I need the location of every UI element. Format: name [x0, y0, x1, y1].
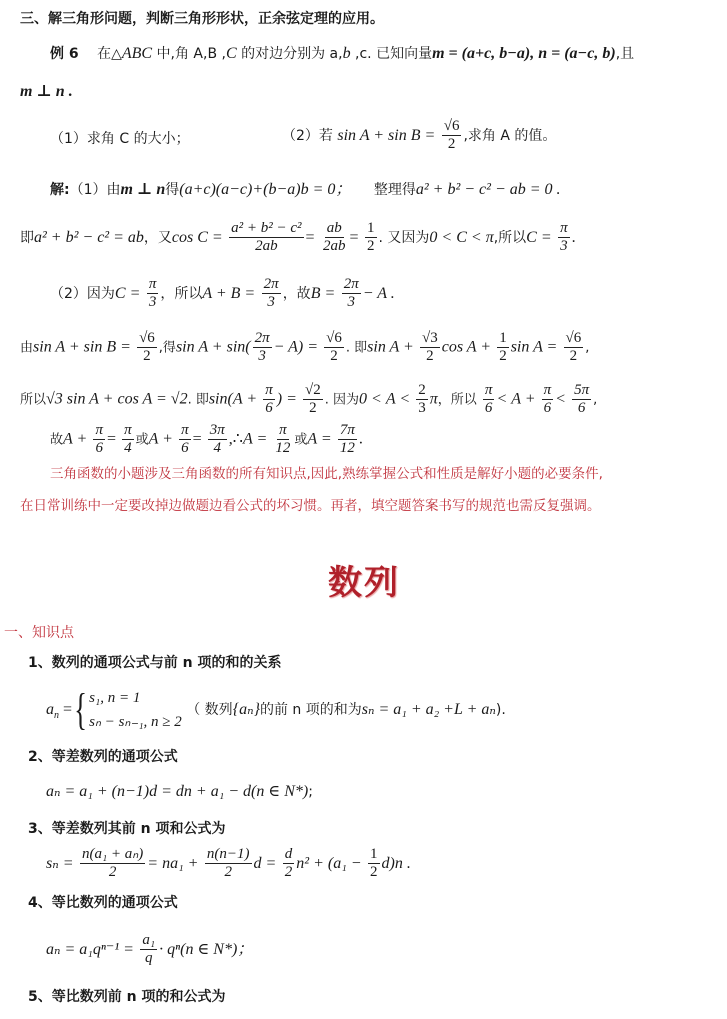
math: =: [106, 430, 116, 448]
knowledge-item-3: 3、等差数列其前 n 项和公式为: [28, 821, 226, 837]
math: sin A + sin B =: [33, 338, 131, 356]
math: ) =: [276, 390, 297, 408]
text: 或: [294, 432, 308, 448]
knowledge-item-5: 5、等比数列前 n 项的和公式为: [28, 989, 226, 1005]
fraction: $\frac{\text{a₁}}{q}$: [142, 932, 156, 967]
math: n² + (a₁ −: [296, 854, 362, 872]
text: 由: [20, 340, 34, 356]
fraction: $\frac{\pi}{12}$: [275, 422, 291, 457]
vector-definition: m = (a+c, b−a), n = (a−c, b): [432, 45, 616, 62]
text: 故: [50, 432, 64, 448]
text: . 即: [187, 392, 209, 408]
text: ).: [495, 702, 506, 718]
math: C: [225, 45, 237, 62]
math: sin A +: [367, 338, 414, 356]
solution-part-2: [50, 276, 395, 312]
math: a: [46, 701, 54, 718]
knowledge-item-1: 1、数列的通项公式与前 n 项的和的关系: [28, 655, 282, 671]
example-6-statement: [50, 46, 634, 62]
text: 得: [165, 182, 180, 198]
text: ,: [593, 392, 598, 408]
fraction: $\frac{\text{n(a₁ + aₙ)}}{2}$: [81, 846, 144, 881]
fraction: $\frac{√2}{2}$: [305, 382, 321, 417]
text: 即: [20, 229, 34, 246]
fraction: $\frac{\text{a² + b² − c²}}{2ab}$: [231, 220, 302, 255]
math: √3 sin A + cos A = √2: [46, 390, 188, 408]
fraction: $\frac{1}{2}$: [370, 846, 378, 881]
solution-line-7: [20, 382, 597, 418]
fraction: $\frac{\pi}{6}$: [95, 422, 103, 457]
knowledge-item-2: 2、等差数列的通项公式: [28, 749, 178, 765]
text: ,c. 已知向量: [350, 46, 433, 62]
math: sₙ =: [46, 854, 74, 872]
text: 的前 n 项的和为: [259, 702, 362, 718]
text: （1）由: [69, 182, 121, 198]
fraction: $\frac{1}{2}$: [499, 330, 507, 365]
formula-4: [46, 932, 253, 968]
section-heading: 三、解三角形问题，判断三角形形状，正余弦定理的应用。: [20, 11, 384, 27]
fraction: $\frac{2\pi}{3}$: [263, 276, 279, 311]
question-2: [282, 118, 556, 154]
part-heading: 一、知识点: [4, 625, 74, 641]
fraction: $\frac{√6}{2}$: [443, 118, 460, 153]
math: < A +: [496, 390, 536, 408]
fraction: $\frac{\pi}{3}$: [148, 276, 157, 311]
math: ABC: [121, 45, 153, 62]
fraction: $\frac{d}{2}$: [284, 846, 293, 881]
math: m ⊥ n: [120, 181, 166, 198]
solution-line-1: [50, 182, 561, 198]
math: A +: [148, 430, 173, 448]
fraction: $\frac{n(n-1)}{2}$: [206, 846, 250, 881]
math: <: [555, 390, 566, 408]
math: d)n .: [381, 854, 411, 872]
text: ，所以: [160, 285, 203, 302]
fraction: $\frac{√3}{2}$: [421, 330, 438, 365]
cases: s₁, n = 1 sₙ − sₙ₋₁, n ≥ 2: [89, 690, 182, 730]
math: B =: [310, 284, 336, 302]
fraction: $\frac{√6}{2}$: [139, 330, 155, 365]
math: cos A +: [441, 338, 492, 356]
math: · qⁿ(n ∈ N*)；: [159, 940, 254, 958]
math: aₙ = a₁qⁿ⁻¹ =: [46, 940, 134, 958]
formula-1: $a_n$ ={ s₁, n = 1 sₙ − sₙ₋₁, n ≥ 2 （ 数列{aₙ}的前 n 项的和为sₙ = a₁ + a₂ +L + aₙ).: [46, 685, 506, 734]
math: C =: [114, 284, 141, 302]
math: sin A + sin B =: [337, 126, 436, 144]
text: 在△: [97, 46, 122, 62]
left-brace: {: [74, 685, 87, 734]
math: b: [342, 45, 351, 62]
math: aₙ = a₁ + (n−1)d = dn + a₁ − d(n ∈ N*): [46, 783, 309, 800]
fraction: $\frac{2\pi}{3}$: [254, 330, 270, 365]
math: .: [358, 430, 363, 448]
solution-line-6: [20, 330, 589, 366]
math: sin(A +: [208, 390, 258, 408]
solution-line-2: 即a² + b² − c² = ab，又cos C = $\frac{\text{a² + b² − c²}}{2ab}$ = $\frac{ab}{2ab}$ = $\frac{1}{2}$ . 又因为0 < C < π,所以C = $\frac{\pi}{3}$ .: [20, 220, 576, 255]
fraction: $\frac{1}{2}$: [367, 220, 375, 255]
knowledge-item-4: 4、等比数列的通项公式: [28, 895, 178, 911]
text: （2）若: [282, 127, 333, 144]
note-line-2: 在日常训练中一定要改掉边做题边看公式的坏习惯。再者，填空题答案书写的规范也需反复强调。: [20, 498, 601, 514]
text: ,且: [615, 46, 635, 62]
text: ，所以: [437, 392, 477, 408]
text: 整理得: [373, 182, 416, 198]
fraction: $\frac{\pi}{6}$: [265, 382, 273, 417]
text: （2）因为: [50, 285, 115, 302]
text: ，又: [143, 229, 172, 246]
text: ,求角 A 的值。: [463, 127, 557, 144]
text: ，故: [282, 285, 311, 302]
math: − A) =: [273, 338, 319, 356]
text: 或: [135, 432, 149, 448]
fraction: $\frac{\pi}{6}$: [181, 422, 189, 457]
text: ,所以: [493, 229, 527, 246]
math: A =: [307, 430, 332, 448]
fraction: $\frac{\pi}{4}$: [124, 422, 132, 457]
math: A + B =: [202, 284, 256, 302]
fraction: $\frac{ab}{2ab}$: [323, 220, 346, 255]
text: 中,角 A,B ,: [152, 46, 226, 62]
math: ,∴: [228, 430, 243, 448]
math: sin A =: [510, 338, 558, 356]
solution-line-8: [50, 422, 363, 458]
perpendicular-condition: m ⊥ n .: [20, 83, 73, 100]
math: a² + b² − c² = ab: [34, 228, 144, 246]
fraction: $\frac{√6}{2}$: [565, 330, 582, 365]
math: {aₙ}: [232, 701, 260, 718]
text: ,: [585, 340, 590, 356]
fraction: $\frac{\pi}{3}$: [560, 220, 568, 255]
math: C =: [526, 228, 552, 246]
formula-3: [46, 846, 411, 882]
fraction: $\frac{7\pi}{12}$: [339, 422, 355, 457]
math: =: [192, 430, 202, 448]
text: 所以: [20, 392, 47, 408]
text: . 即: [345, 340, 368, 356]
fraction: $\frac{√6}{2}$: [326, 330, 342, 365]
math: sin A + sin(: [175, 338, 251, 356]
text: . 又因为: [378, 229, 430, 246]
fraction: $\frac{5\pi}{6}$: [574, 382, 590, 417]
formula-2: [46, 784, 313, 800]
text: ;: [308, 784, 313, 800]
text: . 因为: [324, 392, 360, 408]
math: = na₁ +: [147, 854, 199, 872]
note-line-1: 三角函数的小题涉及三角函数的所有知识点,因此,熟练掌握公式和性质是解好小题的必要条件,: [50, 466, 603, 482]
math: 0 < A <: [359, 390, 411, 408]
text: （ 数列: [186, 702, 233, 718]
math: cos C =: [171, 228, 223, 246]
math: 0 < C < π: [429, 228, 494, 246]
text: 的对边分别为 a,: [236, 46, 343, 62]
fraction: $\frac{3\pi}{4}$: [209, 422, 225, 457]
example-label: 例 6: [50, 46, 79, 62]
question-1: （1）求角 C 的大小；: [50, 131, 190, 147]
fraction: $\frac{\pi}{6}$: [484, 382, 493, 417]
math: − A .: [362, 284, 395, 302]
math: a² + b² − c² − ab = 0 .: [415, 181, 561, 198]
math: A +: [63, 430, 88, 448]
math: π: [429, 390, 438, 408]
fraction: $\frac{\pi}{6}$: [543, 382, 552, 417]
solution-label: 解:: [50, 182, 70, 198]
fraction: $\frac{2}{3}$: [418, 382, 426, 417]
fraction: $\frac{2\pi}{3}$: [343, 276, 359, 311]
math: (a+c)(a−c)+(b−a)b = 0；: [179, 181, 352, 198]
math: d =: [253, 854, 277, 872]
math: sₙ = a₁ + a₂ +L + aₙ: [361, 701, 496, 718]
chapter-title: 数列: [328, 563, 400, 603]
math: A =: [242, 430, 268, 448]
text: ,得: [158, 340, 176, 356]
